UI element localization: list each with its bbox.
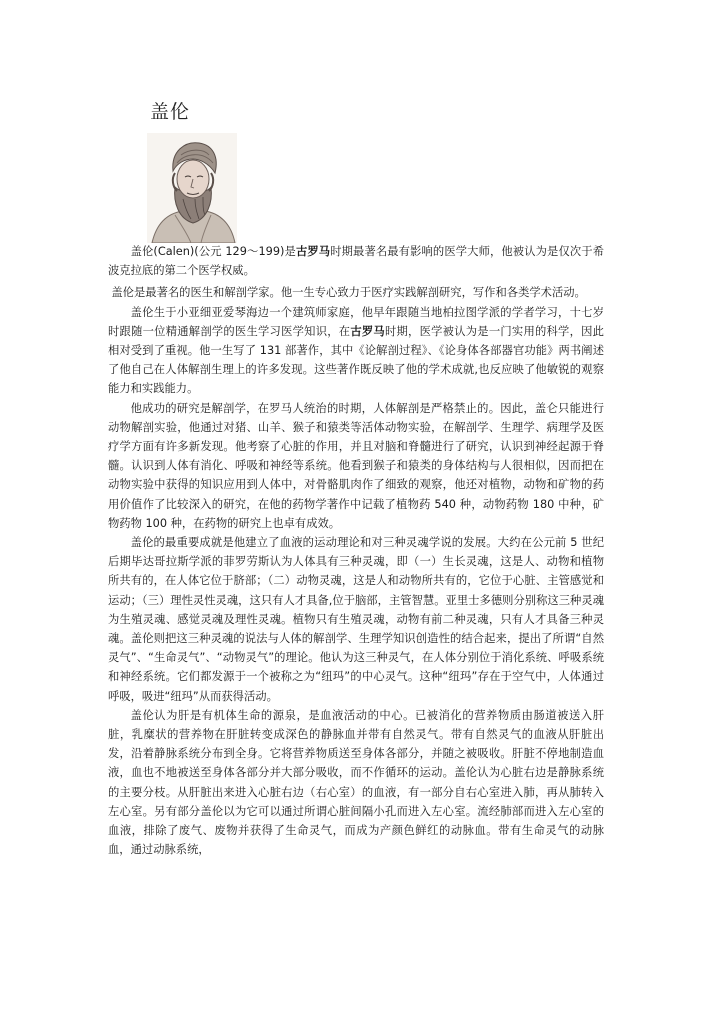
galen-portrait-icon xyxy=(147,133,237,243)
p3-text-c: 时期，医学被认为是一门实用的科学，因此相对受到了重视。他一生写了 131 部著作，其中《论解剖过程》、《论身体各部器官功能》两书阐述了他自己在人体解剖生理上的许多发现。这些著作既反映了他的学术成就,也反应映了他敏锐的观察能力和实践能力。 xyxy=(108,324,604,396)
paragraph-2: 盖伦是最著名的医生和解剖学家。他一生专心致力于医疗实践解剖研究，写作和各类学术活动。 xyxy=(111,286,586,300)
paragraph-1 xyxy=(108,242,604,280)
p3-text-a: 盖伦生于小亚细亚爱琴海边一个建筑师家庭，他早年跟随当地柏拉图学派的学者学习，十七岁时跟随一位精通解剖学的医生学习医学知识，在 xyxy=(108,305,604,338)
article-body xyxy=(108,242,604,860)
paragraph-6: 盖伦认为肝是有机体生命的源泉，是血液活动的中心。已被消化的营养物质由肠道被送入肝脏，乳糜状的营养物在肝脏转变成深色的静脉血并带有自然灵气。带有自然灵气的血液从肝脏出发，沿着静脉系统分布到全身。它将营养物质送至身体各部分，并随之被吸收。肝脏不停地制造血液，血也不地被送至身体各部分并大部分吸收，而不作循环的运动。盖伦认为心脏右边是静脉系统的主要分枝。从肝脏出来进入心脏右边（右心室）的血液，有一部分自右心室进入肺，再从肺转入左心室。另有部分盖伦以为它可以通过所谓心脏间隔小孔而进入左心室。流经肺部而进入左心室的血液，排除了废气、废物并获得了生命灵气，而成为产颜色鲜红的动脉血。带有生命灵气的动脉血，通过动脉系统， xyxy=(108,708,604,857)
p1-bold-term: 古罗马 xyxy=(295,245,331,258)
p1-text-c: 时期最著名最有影响的医学大师，他被认为是仅次于希波克拉底的第二个医学权威。 xyxy=(108,245,604,278)
paragraph-3 xyxy=(108,303,604,399)
paragraph-5: 盖伦的最重要成就是他建立了血液的运动理论和对三种灵魂学说的发展。大约在公元前 5 世纪后期毕达哥拉斯学派的菲罗劳斯认为人体具有三种灵魂，即（一）生长灵魂，这是人、动物和植物所共有的，在人体它位于脐部；（二）动物灵魂，这是人和动物所共有的，它位于心脏、主管感觉和运动；（三）理性灵性灵魂，这只有人才具备,位于脑部，主管智慧。亚里士多德则分别称这三种灵魂为生殖灵魂、感觉灵魂及理性灵魂。植物只有生殖灵魂，动物有前二种灵魂，只有人才具备三种灵魂。盖伦则把这三种灵魂的说法与人体的解剖学、生理学知识创造性的结合起来，提出了所谓“自然灵气”、“生命灵气”、“动物灵气”的理论。他认为这三种灵气，在人体分别位于消化系统、呼吸系统和神经系统。它们都发源于一个被称之为“纽玛”的中心灵气。这种“纽玛”存在于空气中，人体通过呼吸，吸进“纽玛”从而获得活动。 xyxy=(108,536,604,703)
paragraph-4: 他成功的研究是解剖学，在罗马人统治的时期，人体解剖是严格禁止的。因此，盖仑只能进行动物解剖实验，他通过对猪、山羊、猴子和猿类等活体动物实验，在解剖学、生理学、病理学及医疗学方面有许多新发现。他考察了心脏的作用，并且对脑和脊髓进行了研究，认识到神经起源于脊髓。认识到人体有消化、呼吸和神经等系统。他看到猴子和猿类的身体结构与人很相似，因而把在动物实验中获得的知识应用到人体中，对骨骼肌肉作了细致的观察，他还对植物，动物和矿物的药用价值作了比较深入的研究，在他的药物学著作中记载了植物药 540 种，动物药物 180 中种，矿物药物 100 种，在药物的研究上也卓有成效。 xyxy=(108,401,604,530)
page-title: 盖伦 xyxy=(150,101,191,123)
p3-bold-term: 古罗马 xyxy=(350,324,385,338)
p1-text-a: 盖伦(Calen)(公元 129～199)是 xyxy=(130,245,296,258)
